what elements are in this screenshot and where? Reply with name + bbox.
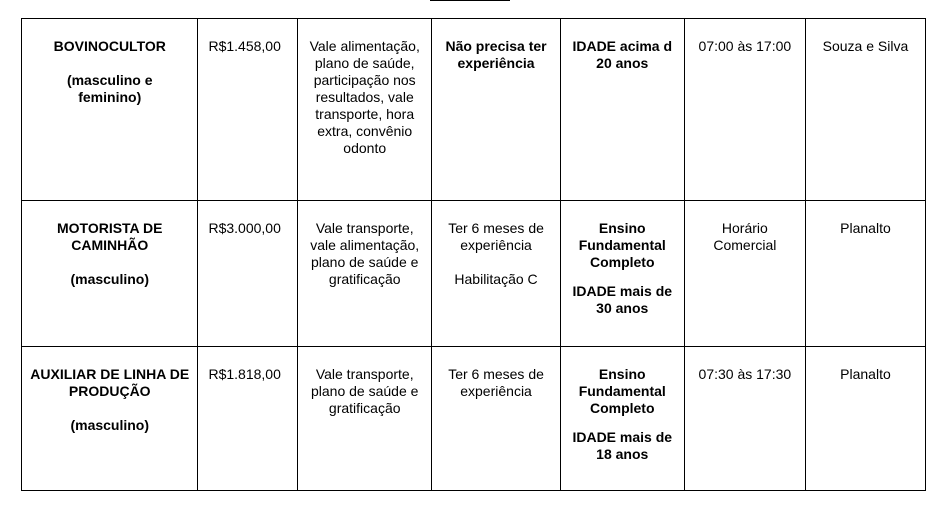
experience: Não precisa ter experiência [445, 38, 547, 71]
benefits-cell [298, 19, 432, 201]
job-listings-table [21, 18, 926, 491]
experience-extra: Habilitação C [454, 271, 538, 287]
table-row [22, 201, 926, 347]
salary-cell [198, 347, 298, 491]
schedule-cell [684, 347, 805, 491]
job-gender: (masculino) [70, 271, 150, 287]
job-gender: (masculino) [70, 417, 150, 433]
location-cell [805, 347, 925, 491]
salary: R$3.000,00 [208, 220, 281, 236]
schedule: 07:00 às 17:00 [698, 38, 792, 54]
salary: R$1.458,00 [208, 38, 281, 54]
age-requirement: IDADE acima d 20 anos [572, 38, 673, 71]
table-row [22, 347, 926, 491]
location: Planalto [840, 366, 891, 382]
job-gender: (masculino e feminino) [66, 72, 153, 105]
table-row [22, 19, 926, 201]
education-requirement: Ensino Fundamental Completo [578, 366, 666, 416]
benefits-cell [298, 347, 432, 491]
job-title: AUXILIAR DE LINHA DE PRODUÇÃO [30, 366, 190, 399]
job-title: BOVINOCULTOR [53, 38, 166, 54]
experience: Ter 6 meses de experiência [448, 366, 544, 399]
schedule-cell [684, 201, 805, 347]
job-title-cell [22, 347, 198, 491]
salary: R$1.818,00 [208, 366, 281, 382]
header-underline [430, 0, 510, 1]
age-requirement: IDADE mais de 30 anos [572, 283, 673, 316]
location: Souza e Silva [822, 38, 909, 54]
location-cell [805, 201, 925, 347]
experience-cell [432, 201, 560, 347]
experience-cell [432, 347, 560, 491]
requirements-cell [560, 347, 684, 491]
schedule-cell [684, 19, 805, 201]
salary-cell [198, 19, 298, 201]
experience-cell [432, 19, 560, 201]
job-title: MOTORISTA DE CAMINHÃO [56, 220, 163, 253]
job-title-cell [22, 19, 198, 201]
age-requirement: IDADE mais de 18 anos [572, 429, 673, 462]
benefits: Vale alimentação, plano de saúde, participação nos resultados, vale transporte, hora extra, convênio odonto [309, 38, 420, 156]
benefits: Vale transporte, vale alimentação, plano de saúde e gratificação [310, 220, 420, 287]
job-title-cell [22, 201, 198, 347]
experience: Ter 6 meses de experiência [448, 220, 544, 253]
schedule: Horário Comercial [713, 220, 777, 253]
education-requirement: Ensino Fundamental Completo [578, 220, 666, 270]
benefits: Vale transporte, plano de saúde e gratificação [311, 366, 419, 416]
salary-cell [198, 201, 298, 347]
requirements-cell [560, 19, 684, 201]
requirements-cell [560, 201, 684, 347]
location: Planalto [840, 220, 891, 236]
benefits-cell [298, 201, 432, 347]
location-cell [805, 19, 925, 201]
schedule: 07:30 às 17:30 [698, 366, 792, 382]
